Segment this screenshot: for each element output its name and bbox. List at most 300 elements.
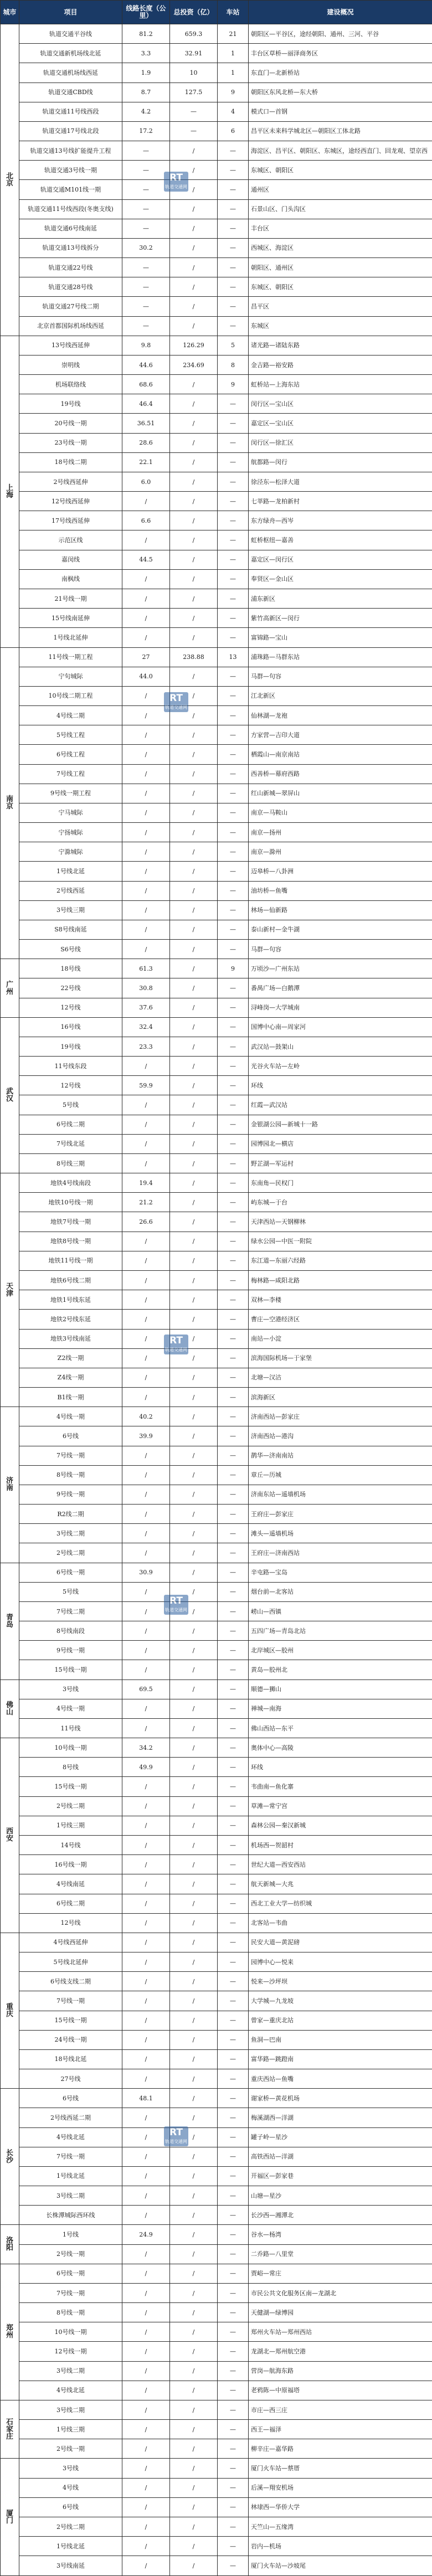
project-name-cell: 轨道交通6号线南延 [19,219,122,238]
investment-cell: / [170,1718,218,1738]
table-row [1,1153,432,1173]
table-row [1,1913,432,1933]
overview-cell: 光谷火车站—左岭 [249,1057,432,1076]
station-count-cell: — [218,1407,249,1426]
line-length-cell: 8.7 [122,83,170,102]
overview-cell: 朝阳区—平谷区，途经朝阳、通州、三河、平谷 [249,24,432,44]
station-count-cell: — [218,1758,249,1777]
station-count-cell: — [218,1855,249,1874]
project-name-cell: 2号线西延伸 [19,472,122,491]
investment-cell: / [170,1621,218,1641]
overview-cell: 梅溪湖西—洋湖 [249,2108,432,2127]
station-count-cell: — [218,628,249,647]
table-row [1,940,432,959]
overview-cell: 园博园北—横店 [249,1134,432,1153]
station-count-cell: — [218,823,249,842]
station-count-cell: — [218,900,249,920]
table-row [1,1505,432,1524]
overview-cell: 丰台区草桥—丽泽商务区 [249,44,432,63]
overview-cell: 奥体中心—高陵 [249,1738,432,1758]
line-length-cell: 81.2 [122,24,170,44]
station-count-cell: 13 [218,647,249,667]
investment-cell: / [170,2011,218,2030]
line-length-cell: / [122,2186,170,2206]
watermark-logo [164,2126,188,2146]
table-row [1,316,432,336]
line-length-cell: / [122,1524,170,1543]
overview-cell: 谷水—杨湾 [249,2225,432,2244]
table-row [1,1874,432,1894]
overview-cell: 烟台前—北客站 [249,1582,432,1601]
table-row [1,1212,432,1232]
table-row [1,452,432,472]
line-length-cell: / [122,1057,170,1076]
table-row [1,1037,432,1056]
investment-cell: / [170,1037,218,1056]
overview-cell: 马群—句容 [249,940,432,959]
project-name-cell: 轨道交通M101线一期 [19,180,122,199]
line-length-cell: / [122,1251,170,1270]
investment-cell: / [170,1173,218,1193]
overview-cell: 闵行区—徐汇区 [249,433,432,452]
station-count-cell: — [218,2361,249,2381]
overview-cell: 马群—句容 [249,667,432,686]
investment-cell: / [170,2459,218,2478]
city-cell: 长沙 [1,2089,19,2225]
investment-cell: / [170,1329,218,1348]
overview-cell: 鱼洞—巴南 [249,2030,432,2049]
city-cell: 武汉 [1,1017,19,1173]
project-name-cell: 10号线二期工程 [19,686,122,705]
station-count-cell: — [218,2049,249,2069]
project-name-cell: 3号线南延 [19,2556,122,2576]
overview-cell: 山塘—星沙 [249,2186,432,2206]
investment-cell: / [170,258,218,277]
project-name-cell: 2号线西延二期 [19,2108,122,2127]
investment-cell: / [170,199,218,219]
investment-cell: / [170,2537,218,2556]
investment-cell: / [170,1991,218,2011]
table-row [1,2283,432,2302]
station-count-cell: — [218,1563,249,1582]
station-count-cell: — [218,258,249,277]
project-name-cell: 轨道交通3号线一期 [19,161,122,180]
investment-cell: / [170,842,218,862]
station-count-cell: — [218,1952,249,1972]
line-length-cell: / [122,2147,170,2166]
project-name-cell: 1号线三期 [19,1816,122,1835]
table-row [1,1738,432,1758]
overview-cell: 虹桥枢纽—嘉善 [249,530,432,550]
overview-cell: 海淀区、昌平区、朝阳区、东城区，途经西直门、回龙观、望京西 [249,141,432,161]
table-row [1,199,432,219]
table-row [1,511,432,530]
overview-cell: 东直门—北新桥站 [249,63,432,83]
line-length-cell: / [122,1952,170,1972]
investment-cell: / [170,2322,218,2342]
project-name-cell: 3号线 [19,2459,122,2478]
table-row [1,336,432,355]
table-row [1,1894,432,1913]
project-name-cell: 16号线 [19,1017,122,1037]
project-name-cell: 10号线一期 [19,2322,122,2342]
overview-cell: 万顷沙—广州东站 [249,959,432,978]
line-length-cell: / [122,1329,170,1348]
overview-cell: 北客站—韦曲 [249,1913,432,1933]
investment-cell: / [170,1115,218,1134]
table-row [1,44,432,63]
project-name-cell: 轨道交通11号线西段 [19,102,122,121]
table-row [1,1290,432,1310]
station-count-cell: — [218,1212,249,1232]
city-cell: 佛山 [1,1679,19,1738]
table-row [1,2537,432,2556]
overview-cell: 顺德—狮山 [249,1679,432,1699]
station-count-cell: — [218,667,249,686]
project-name-cell: 轨道交通17号线北段 [19,121,122,141]
project-name-cell: 轨道交通27号线二期 [19,297,122,316]
station-count-cell: — [218,2030,249,2049]
line-length-cell: — [122,180,170,199]
watermark-logo-text: RT [169,1595,183,1606]
project-name-cell: 1号线三期 [19,2420,122,2439]
table-row [1,2206,432,2225]
project-name-cell: 6号线一期 [19,2264,122,2283]
watermark-sub-text: 轨道交通网 [165,1347,187,1352]
overview-cell: 闵行区—宝山区 [249,394,432,414]
station-count-cell: 8 [218,355,249,374]
overview-cell: 南京—滁州 [249,842,432,862]
project-name-cell: 12号线 [19,1913,122,1933]
table-row [1,1816,432,1835]
investment-cell: / [170,1505,218,1524]
station-count-cell: — [218,180,249,199]
line-length-cell: 3.3 [122,44,170,63]
project-name-cell: 4号线北延 [19,2381,122,2400]
station-count-cell: — [218,2011,249,2030]
table-row [1,1952,432,1972]
station-count-cell: — [218,2147,249,2166]
line-length-cell: / [122,589,170,608]
investment-cell: / [170,978,218,998]
line-length-cell: / [122,2342,170,2361]
station-count-cell: 21 [218,24,249,44]
project-name-cell: 5号线 [19,1095,122,1115]
line-length-cell: / [122,1543,170,1563]
line-length-cell: / [122,1153,170,1173]
investment-cell: / [170,1952,218,1972]
station-count-cell: — [218,2381,249,2400]
project-name-cell: Z4线一期 [19,1368,122,1387]
overview-cell: 营岗—航海东路 [249,2361,432,2381]
overview-cell: 济南西站—港沟 [249,1426,432,1446]
line-length-cell: / [122,530,170,550]
line-length-cell: — [122,199,170,219]
line-length-cell: 6.6 [122,511,170,530]
station-count-cell: — [218,394,249,414]
table-row [1,1348,432,1368]
investment-cell: / [170,530,218,550]
station-count-cell: 9 [218,959,249,978]
station-count-cell: — [218,1816,249,1835]
project-name-cell: 4号线二期 [19,706,122,725]
station-count-cell: — [218,1738,249,1758]
investment-cell: / [170,492,218,511]
project-name-cell: 宁句城际 [19,667,122,686]
overview-cell: 罐子岭—星沙 [249,2127,432,2147]
project-name-cell: 23号线一期 [19,433,122,452]
station-count-cell: — [218,199,249,219]
table-row [1,784,432,803]
overview-cell: 崂山—西镇 [249,1601,432,1621]
table-row [1,2342,432,2361]
table-row [1,433,432,452]
overview-cell: 机场西—贺韶村 [249,1835,432,1854]
investment-cell: / [170,900,218,920]
line-length-cell: / [122,1641,170,1660]
project-name-cell: 22号线 [19,978,122,998]
overview-cell: 济南东站—遥墙机场 [249,1485,432,1504]
overview-cell: 厦门火车站—蔡厝 [249,2459,432,2478]
line-length-cell: / [122,1816,170,1835]
investment-cell: / [170,2439,218,2459]
table-row [1,2400,432,2419]
investment-cell: 127.5 [170,83,218,102]
table-row [1,1972,432,1991]
investment-cell: 126.29 [170,336,218,355]
investment-cell: / [170,180,218,199]
station-count-cell: — [218,1699,249,1718]
project-name-cell: 2号线一期 [19,2439,122,2459]
investment-cell: / [170,1290,218,1310]
investment-cell: / [170,609,218,628]
station-count-cell: — [218,1796,249,1816]
station-count-cell: — [218,277,249,297]
investment-cell: / [170,1407,218,1426]
project-name-cell: 4号线南延 [19,1874,122,1894]
overview-cell: 开福区—彭家巷 [249,2166,432,2186]
project-name-cell: 1号线北延伸 [19,628,122,647]
project-name-cell: 16号线一期 [19,1855,122,1874]
investment-cell: / [170,1348,218,1368]
overview-cell: 朝阳区东风北桥—东大桥 [249,83,432,102]
overview-cell: 西善桥—幕府西路 [249,764,432,784]
station-count-cell: — [218,2459,249,2478]
line-length-cell: 23.3 [122,1037,170,1056]
table-row [1,1251,432,1270]
line-length-cell: / [122,1855,170,1874]
line-length-cell: / [122,803,170,822]
table-row [1,530,432,550]
investment-cell: / [170,745,218,764]
overview-cell: 谢家桥—黄花机场 [249,2089,432,2108]
project-name-cell: 3号线二期 [19,2186,122,2206]
station-count-cell: — [218,1505,249,1524]
line-length-cell: 4.2 [122,102,170,121]
project-name-cell: 机场联络线 [19,375,122,394]
project-name-cell: 14号线 [19,1835,122,1854]
table-row [1,2556,432,2576]
investment-cell: / [170,1855,218,1874]
station-count-cell: — [218,1310,249,1329]
investment-cell: / [170,2030,218,2049]
city-cell: 重庆 [1,1933,19,2088]
project-name-cell: 15号线一期 [19,1660,122,1679]
station-count-cell: — [218,472,249,491]
project-name-cell: 9号线一期 [19,1485,122,1504]
project-name-cell: 15号线南延伸 [19,609,122,628]
investment-cell: / [170,2420,218,2439]
investment-cell: / [170,1485,218,1504]
investment-cell: / [170,1738,218,1758]
investment-cell: / [170,316,218,336]
table-row [1,881,432,900]
investment-cell: / [170,1874,218,1894]
station-count-cell: — [218,881,249,900]
overview-cell: 西城区、海淀区 [249,238,432,257]
project-name-cell: 4号线一期 [19,1407,122,1426]
investment-cell: / [170,1388,218,1407]
project-name-cell: 3号线 [19,1679,122,1699]
station-count-cell: — [218,1057,249,1076]
investment-cell: / [170,920,218,939]
city-cell: 洛阳 [1,2225,19,2264]
overview-cell: 佛山西站—东平 [249,1718,432,1738]
overview-cell: 悦来—沙坪坝 [249,1972,432,1991]
overview-cell: 南站—小淀 [249,1329,432,1348]
investment-cell: / [170,1212,218,1232]
station-count-cell: — [218,725,249,745]
investment-cell: / [170,2206,218,2225]
investment-cell: / [170,2342,218,2361]
investment-cell: / [170,2244,218,2264]
line-length-cell: 6.0 [122,472,170,491]
project-name-cell: 1号线北延 [19,2166,122,2186]
table-row [1,550,432,569]
station-count-cell: — [218,2342,249,2361]
table-row [1,121,432,141]
investment-cell: / [170,589,218,608]
station-count-cell: — [218,1115,249,1134]
project-name-cell: 6号线支线二期 [19,1972,122,1991]
station-count-cell: — [218,609,249,628]
table-row [1,1173,432,1193]
station-count-cell: — [218,803,249,822]
line-length-cell: 30.9 [122,1563,170,1582]
overview-cell: 西北工业大学—纺织城 [249,1894,432,1913]
line-length-cell: 61.3 [122,959,170,978]
overview-cell: 嘉定区—闵行区 [249,550,432,569]
line-length-cell: / [122,745,170,764]
header-city: 城市 [1,1,19,24]
station-count-cell: — [218,316,249,336]
station-count-cell: 6 [218,121,249,141]
overview-cell: 长沙西—湘潭北 [249,2206,432,2225]
line-length-cell: 30.2 [122,238,170,257]
investment-cell: / [170,706,218,725]
project-name-cell: 8号线 [19,1758,122,1777]
table-row [1,1368,432,1387]
table-row [1,2108,432,2127]
line-length-cell: / [122,2517,170,2537]
overview-cell: 浦东新区 [249,589,432,608]
station-count-cell: — [218,1290,249,1310]
investment-cell: / [170,2478,218,2497]
overview-cell: 番禺广场—白鹅潭 [249,978,432,998]
station-count-cell: — [218,433,249,452]
watermark-sub-text: 轨道交通网 [165,2139,187,2144]
line-length-cell: / [122,2127,170,2147]
overview-cell: 五四广场—青岛北站 [249,1621,432,1641]
line-length-cell: / [122,842,170,862]
station-count-cell: 1 [218,44,249,63]
overview-cell: 昌平区未来科学城北区—朝阳区工体北路 [249,121,432,141]
city-cell: 上海 [1,336,19,647]
overview-cell: 七莘路—龙柏新村 [249,492,432,511]
table-row [1,1271,432,1290]
station-count-cell: — [218,998,249,1017]
line-length-cell: / [122,1134,170,1153]
line-length-cell: / [122,920,170,939]
table-row [1,1621,432,1641]
overview-cell: 栖霞山—南京南站 [249,745,432,764]
investment-cell: / [170,1835,218,1854]
overview-cell: 屿东城—于台 [249,1193,432,1212]
overview-cell: 昌平区 [249,297,432,316]
table-row [1,2497,432,2517]
station-count-cell: — [218,1271,249,1290]
station-count-cell: — [218,920,249,939]
project-name-cell: 宁扬城际 [19,823,122,842]
project-name-cell: 2号线西延 [19,881,122,900]
project-name-cell: 10号线一期 [19,1738,122,1758]
investment-cell: / [170,959,218,978]
table-row [1,141,432,161]
line-length-cell: 36.51 [122,414,170,433]
overview-cell: 天津西站—天钢柳林 [249,1212,432,1232]
table-row [1,1465,432,1485]
line-length-cell: / [122,1348,170,1368]
station-count-cell: — [218,1232,249,1251]
overview-cell: 通州区 [249,180,432,199]
table-row [1,745,432,764]
station-count-cell: — [218,1368,249,1387]
investment-cell: / [170,1913,218,1933]
investment-cell: / [170,2089,218,2108]
overview-cell: 森林公园—秦汉新城 [249,1816,432,1835]
station-count-cell: 4 [218,102,249,121]
line-length-cell: / [122,2030,170,2049]
station-count-cell: — [218,1095,249,1115]
table-row [1,2459,432,2478]
project-name-cell: 地铁11号线一期 [19,1251,122,1270]
station-count-cell: — [218,1329,249,1348]
watermark-logo [164,692,188,712]
station-count-cell: — [218,2108,249,2127]
table-row [1,1777,432,1796]
station-count-cell: — [218,1913,249,1933]
line-length-cell: 1.9 [122,63,170,83]
table-row [1,355,432,374]
overview-cell: 绿水公园—中医一附院 [249,1232,432,1251]
station-count-cell: — [218,1660,249,1679]
investment-cell: / [170,2303,218,2322]
station-count-cell: — [218,2225,249,2244]
overview-cell: 金银湖公园—新城十一路 [249,1115,432,1134]
overview-cell: 国博中心南—周家河 [249,1017,432,1037]
table-row [1,2127,432,2147]
project-name-cell: 崇明线 [19,355,122,374]
